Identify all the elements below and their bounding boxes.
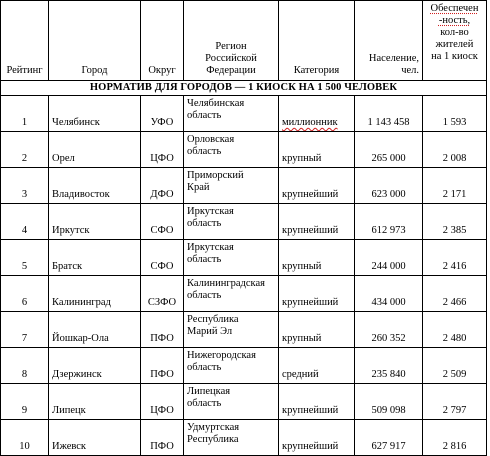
header-region-line: Федерации — [206, 65, 256, 76]
cell-city: Братск — [49, 240, 141, 276]
cell-region-line: Орловская — [187, 134, 235, 145]
cell-region — [184, 384, 279, 420]
cell-provision: 2 008 — [423, 132, 487, 168]
cell-city: Владивосток — [49, 168, 141, 204]
cell-region-line: область — [187, 290, 222, 301]
cell-region-line: область — [187, 110, 222, 121]
cell-region-line: область — [187, 398, 222, 409]
header-category: Категория — [279, 1, 355, 81]
cell-provision: 2 480 — [423, 312, 487, 348]
cell-rank: 2 — [1, 132, 49, 168]
cell-rank: 5 — [1, 240, 49, 276]
cell-population: 434 000 — [355, 276, 423, 312]
header-provision-line: Обеспечен — [430, 3, 479, 14]
cell-category-text: крупнейший — [282, 225, 339, 236]
cell-population: 1 143 458 — [355, 96, 423, 132]
cell-city: Калининград — [49, 276, 141, 312]
cell-category — [279, 420, 355, 456]
cell-region-line: Челябинская — [187, 98, 245, 109]
cell-region — [184, 276, 279, 312]
cell-region-line: область — [187, 146, 222, 157]
cell-category — [279, 384, 355, 420]
cell-region — [184, 96, 279, 132]
header-population-line: Население, — [368, 53, 419, 64]
cell-okrug: ПФО — [141, 348, 184, 384]
cell-city: Дзержинск — [49, 348, 141, 384]
cell-category — [279, 312, 355, 348]
cell-region-line: область — [187, 218, 222, 229]
header-city: Город — [49, 1, 141, 81]
table-row — [1, 348, 487, 384]
cell-okrug: ДФО — [141, 168, 184, 204]
cell-okrug: УФО — [141, 96, 184, 132]
cell-population: 509 098 — [355, 384, 423, 420]
cell-category — [279, 240, 355, 276]
cell-region — [184, 168, 279, 204]
header-rank: Рейтинг — [1, 1, 49, 81]
cell-okrug: СФО — [141, 240, 184, 276]
table-row — [1, 132, 487, 168]
cell-region — [184, 132, 279, 168]
cell-region-line: Иркутская — [187, 206, 234, 217]
cell-region — [184, 312, 279, 348]
cell-okrug: ПФО — [141, 312, 184, 348]
table-row — [1, 276, 487, 312]
cell-provision: 2 466 — [423, 276, 487, 312]
cell-city: Челябинск — [49, 96, 141, 132]
cell-rank: 3 — [1, 168, 49, 204]
header-population-line: чел. — [401, 65, 419, 76]
cell-population: 260 352 — [355, 312, 423, 348]
cell-provision: 2 385 — [423, 204, 487, 240]
cell-rank: 10 — [1, 420, 49, 456]
header-population — [355, 1, 423, 81]
table-row — [1, 384, 487, 420]
header-row — [1, 1, 487, 81]
cell-okrug: СЗФО — [141, 276, 184, 312]
cell-population: 265 000 — [355, 132, 423, 168]
cell-category-text: крупный — [282, 261, 322, 272]
cell-population: 612 973 — [355, 204, 423, 240]
cell-region-line: Марий Эл — [187, 326, 233, 337]
cell-category-text: крупнейший — [282, 189, 339, 200]
cell-city: Орел — [49, 132, 141, 168]
cell-category-text: крупный — [282, 333, 322, 344]
cell-region-line: Край — [187, 182, 210, 193]
cell-region — [184, 420, 279, 456]
table-row — [1, 420, 487, 456]
cell-category-text: миллионник — [282, 117, 338, 128]
cell-region-line: Калининградская — [187, 278, 265, 289]
cell-category — [279, 348, 355, 384]
table-row — [1, 312, 487, 348]
cell-region-line: область — [187, 254, 222, 265]
cell-provision: 2 416 — [423, 240, 487, 276]
table-row — [1, 96, 487, 132]
header-provision-line: на 1 киоск — [431, 51, 478, 62]
normative-row — [1, 81, 487, 96]
cell-rank: 9 — [1, 384, 49, 420]
cell-population: 623 000 — [355, 168, 423, 204]
cell-category — [279, 276, 355, 312]
cell-population: 627 917 — [355, 420, 423, 456]
cell-population: 235 840 — [355, 348, 423, 384]
cell-category-text: крупнейший — [282, 297, 339, 308]
cell-rank: 7 — [1, 312, 49, 348]
cell-city: Липецк — [49, 384, 141, 420]
cell-city: Ижевск — [49, 420, 141, 456]
cell-category — [279, 204, 355, 240]
header-region-line: Российской — [205, 53, 257, 64]
header-region — [184, 1, 279, 81]
header-provision — [423, 1, 487, 81]
cell-region-line: Липецкая — [187, 386, 231, 397]
cell-category-text: крупнейший — [282, 441, 339, 452]
header-okrug: Округ — [141, 1, 184, 81]
cell-region — [184, 240, 279, 276]
header-provision-line: жителей — [435, 39, 474, 50]
cell-region-line: область — [187, 362, 222, 373]
table-row — [1, 204, 487, 240]
cell-provision: 2 509 — [423, 348, 487, 384]
cell-region-line: Удмуртская — [187, 422, 240, 433]
cell-provision: 2 797 — [423, 384, 487, 420]
cell-rank: 6 — [1, 276, 49, 312]
cell-region — [184, 204, 279, 240]
cell-category-text: крупнейший — [282, 405, 339, 416]
cell-okrug: ЦФО — [141, 132, 184, 168]
cell-category-text: крупный — [282, 153, 322, 164]
cell-rank: 8 — [1, 348, 49, 384]
cell-region — [184, 348, 279, 384]
cell-provision: 2 816 — [423, 420, 487, 456]
cell-city: Йошкар-Ола — [49, 312, 141, 348]
normative-title: НОРМАТИВ ДЛЯ ГОРОДОВ — 1 КИОСК НА 1 500 ЧЕЛОВЕК — [1, 81, 487, 96]
header-provision-line: -ность, — [438, 15, 471, 26]
cell-population: 244 000 — [355, 240, 423, 276]
cell-category — [279, 168, 355, 204]
cell-category-text: средний — [282, 369, 319, 380]
header-provision-line: кол-во — [440, 27, 469, 38]
cell-okrug: СФО — [141, 204, 184, 240]
cell-region-line: Иркутская — [187, 242, 234, 253]
cell-provision: 1 593 — [423, 96, 487, 132]
cell-region-line: Республика — [187, 434, 239, 445]
cell-rank: 1 — [1, 96, 49, 132]
cell-category — [279, 96, 355, 132]
cell-city: Иркутск — [49, 204, 141, 240]
cell-rank: 4 — [1, 204, 49, 240]
cell-okrug: ПФО — [141, 420, 184, 456]
cell-region-line: Приморский — [187, 170, 244, 181]
cell-category — [279, 132, 355, 168]
cell-region-line: Нижегородская — [187, 350, 256, 361]
cell-region-line: Республика — [187, 314, 239, 325]
table-row — [1, 168, 487, 204]
cell-okrug: ЦФО — [141, 384, 184, 420]
header-region-line: Регион — [215, 41, 247, 52]
cell-provision: 2 171 — [423, 168, 487, 204]
table-row — [1, 240, 487, 276]
table-body — [1, 96, 487, 456]
